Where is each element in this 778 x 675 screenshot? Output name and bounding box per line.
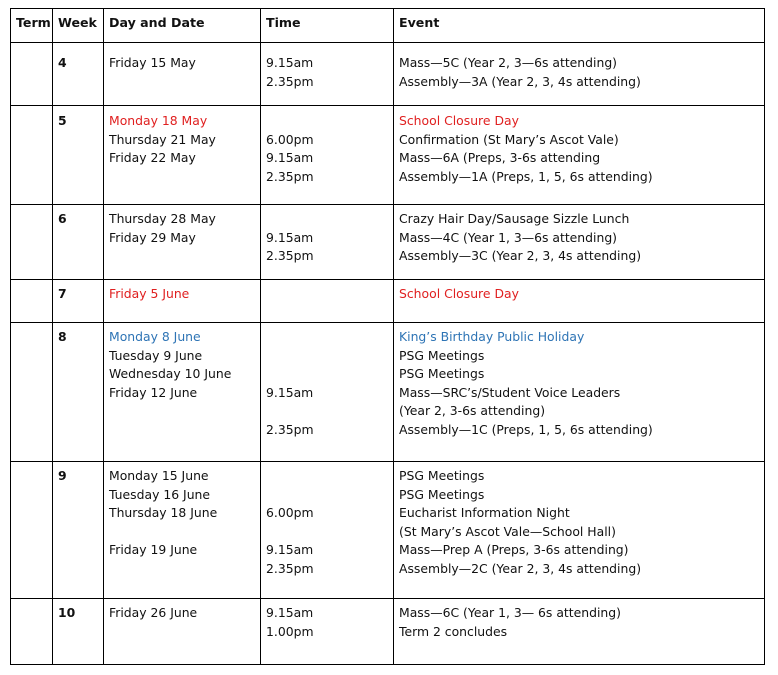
week-cell: 9 bbox=[53, 462, 104, 599]
time-line: 2.35pm bbox=[266, 560, 314, 576]
term-cell bbox=[11, 205, 53, 280]
table-row bbox=[11, 106, 765, 205]
time-line: 6.00pm bbox=[266, 131, 314, 147]
time-line: 1.00pm bbox=[266, 623, 314, 639]
date-line bbox=[109, 523, 255, 542]
time-line: 6.00pm bbox=[266, 505, 314, 521]
date-cell bbox=[104, 599, 261, 665]
event-line: PSG Meetings bbox=[399, 486, 485, 502]
table-row bbox=[11, 462, 765, 599]
time-line bbox=[266, 328, 388, 347]
time-line bbox=[266, 467, 388, 486]
date-line: Friday 15 May bbox=[109, 55, 196, 70]
time-cell bbox=[261, 599, 394, 665]
event-line: Assembly—1A (Preps, 1, 5, 6s attending) bbox=[399, 168, 653, 184]
week-cell: 6 bbox=[53, 205, 104, 280]
time-line: 9.15am bbox=[266, 542, 314, 558]
event-cell bbox=[394, 323, 765, 462]
time-line: 9.15am bbox=[266, 150, 314, 166]
date-line: Thursday 28 May bbox=[109, 211, 216, 226]
event-line: Assembly—3C (Year 2, 3, 4s attending) bbox=[399, 248, 642, 264]
week-cell: 5 bbox=[53, 106, 104, 205]
time-line: 9.15am bbox=[266, 55, 314, 70]
table-row bbox=[11, 280, 765, 323]
time-line bbox=[266, 210, 388, 229]
table-row bbox=[11, 43, 765, 106]
date-line: Monday 8 June bbox=[109, 329, 201, 344]
date-cell bbox=[104, 323, 261, 462]
event-line: Term 2 concludes bbox=[399, 623, 508, 639]
time-line: 9.15am bbox=[266, 229, 314, 245]
time-cell bbox=[261, 462, 394, 599]
event-cell bbox=[394, 106, 765, 205]
time-line bbox=[266, 486, 388, 505]
time-line bbox=[266, 112, 388, 131]
event-line: Assembly—2C (Year 2, 3, 4s attending) bbox=[399, 560, 642, 576]
time-line: 2.35pm bbox=[266, 421, 314, 437]
date-line: Friday 29 May bbox=[109, 229, 196, 245]
date-line: Monday 18 May bbox=[109, 113, 208, 128]
time-line bbox=[266, 347, 388, 366]
date-cell bbox=[104, 106, 261, 205]
event-cell bbox=[394, 280, 765, 323]
event-line: Assembly—3A (Year 2, 3, 4s attending) bbox=[399, 73, 641, 89]
term-cell bbox=[11, 43, 53, 106]
event-line: Mass—SRC’s/Student Voice Leaders bbox=[399, 384, 621, 400]
event-line: Eucharist Information Night bbox=[399, 505, 570, 521]
event-line: School Closure Day bbox=[399, 286, 519, 301]
date-line: Thursday 21 May bbox=[109, 131, 216, 147]
date-line: Friday 12 June bbox=[109, 384, 198, 400]
event-line: Assembly—1C (Preps, 1, 5, 6s attending) bbox=[399, 421, 653, 437]
week-cell: 4 bbox=[53, 43, 104, 106]
event-line: Mass—6A (Preps, 3-6s attending bbox=[399, 150, 601, 166]
time-line: 2.35pm bbox=[266, 248, 314, 264]
header-row bbox=[11, 9, 765, 43]
date-line: Tuesday 16 June bbox=[109, 486, 211, 502]
date-line: Friday 26 June bbox=[109, 605, 198, 620]
time-line bbox=[266, 402, 388, 421]
date-cell bbox=[104, 43, 261, 106]
event-line: Mass—Prep A (Preps, 3-6s attending) bbox=[399, 542, 629, 558]
week-cell: 8 bbox=[53, 323, 104, 462]
table-row bbox=[11, 205, 765, 280]
event-line: Mass—5C (Year 2, 3—6s attending) bbox=[399, 55, 618, 70]
header-event: Event bbox=[394, 9, 765, 43]
event-line: Crazy Hair Day/Sausage Sizzle Lunch bbox=[399, 211, 630, 226]
date-line: Tuesday 9 June bbox=[109, 347, 203, 363]
time-cell bbox=[261, 205, 394, 280]
calendar-table bbox=[10, 8, 765, 665]
term-cell bbox=[11, 106, 53, 205]
header-term: Term bbox=[11, 9, 53, 43]
event-cell bbox=[394, 599, 765, 665]
date-line: Thursday 18 June bbox=[109, 505, 218, 521]
date-cell bbox=[104, 280, 261, 323]
term-cell bbox=[11, 462, 53, 599]
header-week: Week bbox=[53, 9, 104, 43]
week-cell: 7 bbox=[53, 280, 104, 323]
term-cell bbox=[11, 280, 53, 323]
time-cell bbox=[261, 43, 394, 106]
week-cell: 10 bbox=[53, 599, 104, 665]
date-line: Friday 19 June bbox=[109, 542, 198, 558]
table-row bbox=[11, 323, 765, 462]
event-line: (St Mary’s Ascot Vale—School Hall) bbox=[399, 523, 616, 539]
date-line: Friday 22 May bbox=[109, 150, 196, 166]
header-day-date: Day and Date bbox=[104, 9, 261, 43]
time-line: 9.15am bbox=[266, 605, 314, 620]
event-cell bbox=[394, 462, 765, 599]
date-line: Wednesday 10 June bbox=[109, 366, 232, 382]
term-cell bbox=[11, 599, 53, 665]
time-line: 9.15am bbox=[266, 384, 314, 400]
event-line: (Year 2, 3-6s attending) bbox=[399, 403, 546, 419]
date-line: Friday 5 June bbox=[109, 286, 190, 301]
time-cell bbox=[261, 323, 394, 462]
time-cell bbox=[261, 106, 394, 205]
event-line: PSG Meetings bbox=[399, 347, 485, 363]
time-line: 2.35pm bbox=[266, 168, 314, 184]
event-line: King’s Birthday Public Holiday bbox=[399, 329, 585, 344]
date-line: Monday 15 June bbox=[109, 468, 209, 483]
date-cell bbox=[104, 205, 261, 280]
event-cell bbox=[394, 43, 765, 106]
header-time: Time bbox=[261, 9, 394, 43]
time-line bbox=[266, 365, 388, 384]
event-line: Confirmation (St Mary’s Ascot Vale) bbox=[399, 131, 619, 147]
calendar-body bbox=[11, 43, 765, 665]
time-cell bbox=[261, 280, 394, 323]
date-cell bbox=[104, 462, 261, 599]
event-line: Mass—6C (Year 1, 3— 6s attending) bbox=[399, 605, 621, 620]
event-line: Mass—4C (Year 1, 3—6s attending) bbox=[399, 229, 618, 245]
event-line: School Closure Day bbox=[399, 113, 519, 128]
table-row bbox=[11, 599, 765, 665]
time-line bbox=[266, 523, 388, 542]
event-line: PSG Meetings bbox=[399, 366, 485, 382]
time-line: 2.35pm bbox=[266, 73, 314, 89]
event-line: PSG Meetings bbox=[399, 468, 485, 483]
term-cell bbox=[11, 323, 53, 462]
event-cell bbox=[394, 205, 765, 280]
